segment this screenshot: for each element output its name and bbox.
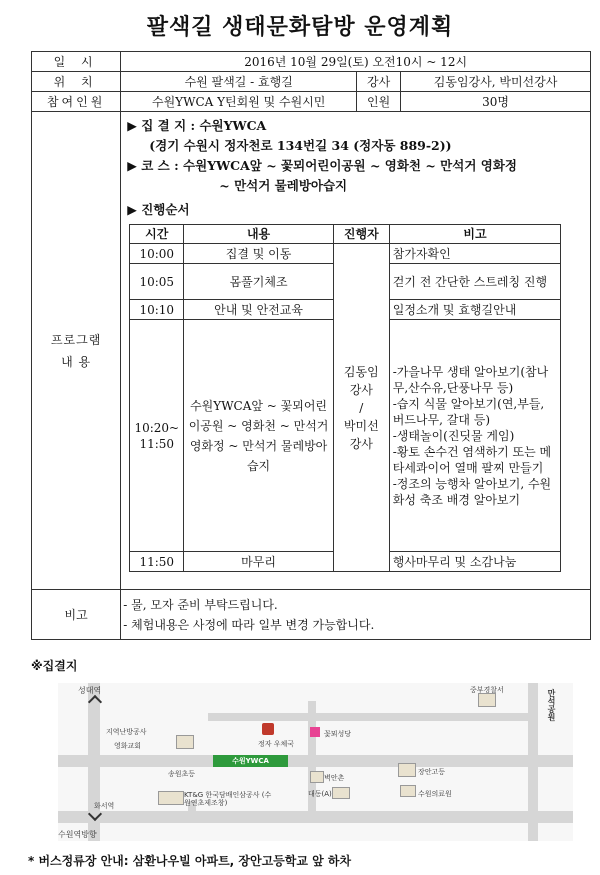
map-label-transit: 지역난방공사	[106, 728, 147, 736]
note-line-2: - 체험내용은 사정에 따라 일부 변경 가능합니다.	[123, 617, 375, 632]
schedule-note: 걷기 전 간단한 스트레칭 진행	[389, 264, 561, 300]
course-line-2: ~ 만석거 물레방아습지	[219, 178, 348, 193]
course-line: ▶ 코 스 : 수원YWCA앞 ~ 꽃뫼어린이공원 ~ 영화천 ~ 만석거 영화정	[127, 158, 517, 173]
map-label-kt: KT&G 한국담배인삼공사 (수원연초제조창)	[184, 791, 272, 807]
count-value: 30명	[401, 92, 591, 112]
bus-stop-note: * 버스정류장 안내: 삼환나우빌 아파트, 장안고등학교 앞 하차	[28, 854, 352, 868]
col-header-leader: 진행자	[333, 225, 389, 244]
map-label-hospital: 수원의료원	[418, 790, 452, 798]
apartment-icon	[310, 771, 324, 783]
page-title: 팔색길 생태문화탐방 운영계획	[146, 15, 454, 40]
schedule-time: 10:20~ 11:50	[130, 320, 184, 552]
schedule-content: 몸풀기체조	[184, 264, 334, 300]
map-road-upper	[208, 713, 538, 721]
participants-value: 수원YWCA Y틴회원 및 수원시민	[121, 92, 357, 112]
map-label-station: 중부경찰서	[470, 686, 504, 694]
map-label-park: 만석공원	[547, 689, 556, 721]
cathedral-icon	[310, 727, 320, 737]
highschool-icon	[398, 763, 416, 777]
meet-address: (경기 수원시 정자천로 134번길 34 (정자동 889-2))	[149, 138, 452, 153]
date-label: 일 시	[32, 52, 121, 72]
participants-label: 참여인원	[32, 92, 121, 112]
schedule-time: 10:00	[130, 244, 184, 264]
school-icon	[176, 735, 194, 749]
plan-table	[31, 51, 591, 640]
map-label-church: 영화교회	[114, 742, 142, 750]
map-label-kindergarten: 꽃뫼성당	[324, 730, 352, 738]
meet-line: ▶ 집 결 지 : 수원YWCA	[127, 118, 267, 133]
hospital-icon	[400, 785, 416, 797]
schedule-note: 행사마무리 및 소감나눔	[389, 552, 561, 572]
program-label: 프로그램 내 용	[32, 112, 121, 590]
program-content	[121, 112, 591, 590]
place-label: 위 치	[32, 72, 121, 92]
col-header-time: 시간	[130, 225, 184, 244]
schedule-content: 집결 및 이동	[184, 244, 334, 264]
place-value: 수원 팔색길 - 효행길	[121, 72, 357, 92]
note-label: 비고	[32, 590, 121, 640]
location-map	[58, 683, 573, 841]
col-header-content: 내용	[184, 225, 334, 244]
schedule-time: 10:05	[130, 264, 184, 300]
police-icon	[478, 693, 496, 707]
map-label-hwaseo: 화서역	[94, 802, 115, 810]
map-label-school: 장안고등	[418, 768, 446, 776]
count-label: 인원	[357, 92, 401, 112]
schedule-time: 10:10	[130, 300, 184, 320]
note-content	[121, 590, 591, 640]
col-header-note: 비고	[389, 225, 561, 244]
map-label-top-left: 성대역	[78, 686, 102, 695]
daedong-icon	[332, 787, 350, 799]
schedule-table	[129, 224, 561, 572]
schedule-content: 안내 및 안전교육	[184, 300, 334, 320]
map-heading: ※집결지	[31, 659, 78, 673]
schedule-content: 마무리	[184, 552, 334, 572]
schedule-note: 참가자확인	[389, 244, 561, 264]
date-value: 2016년 10월 29일(토) 오전10시 ~ 12시	[121, 52, 591, 72]
map-label-daedong: 대동(A)	[308, 790, 332, 798]
schedule-time: 11:50	[130, 552, 184, 572]
map-label-apt: 벽안촌	[324, 774, 345, 782]
map-road-right	[528, 683, 538, 841]
map-label-office: 정자 우체국	[258, 740, 295, 748]
schedule-content: 수원YWCA앞 ~ 꽃뫼어린이공원 ~ 영화천 ~ 만석거 영화정 ~ 만석거 물레방아습지	[184, 320, 334, 552]
order-title: ▶ 진행순서	[127, 202, 190, 217]
schedule-leader: 김동임 강사 / 박미선 강사	[333, 244, 389, 572]
note-line-1: - 물, 모자 준비 부탁드립니다.	[123, 597, 278, 612]
schedule-note: -가을나무 생태 알아보기(참나무,산수유,단풍나무 등) -습지 식물 알아보기(연,부들, 버드나무, 갈대 등) -생태놀이(진딧물 게임) -황토 손수건 염색하기 또는 메타세콰이어 열매 팔찌 만들기 -정조의 능행차 알아보기, 수원화성 축조 배경 알아보기	[389, 320, 561, 552]
schedule-note: 일정소개 및 효행길안내	[389, 300, 561, 320]
map-ywca-marker: 수원YWCA	[213, 755, 288, 767]
post-office-icon	[262, 723, 274, 735]
factory-icon	[158, 791, 184, 805]
instructor-value: 김동임강사, 박미선강사	[401, 72, 591, 92]
map-label-bottom-left: 수원역방향	[58, 830, 97, 839]
map-label-elementary: 송원초등	[168, 770, 196, 778]
instructor-label: 강사	[357, 72, 401, 92]
